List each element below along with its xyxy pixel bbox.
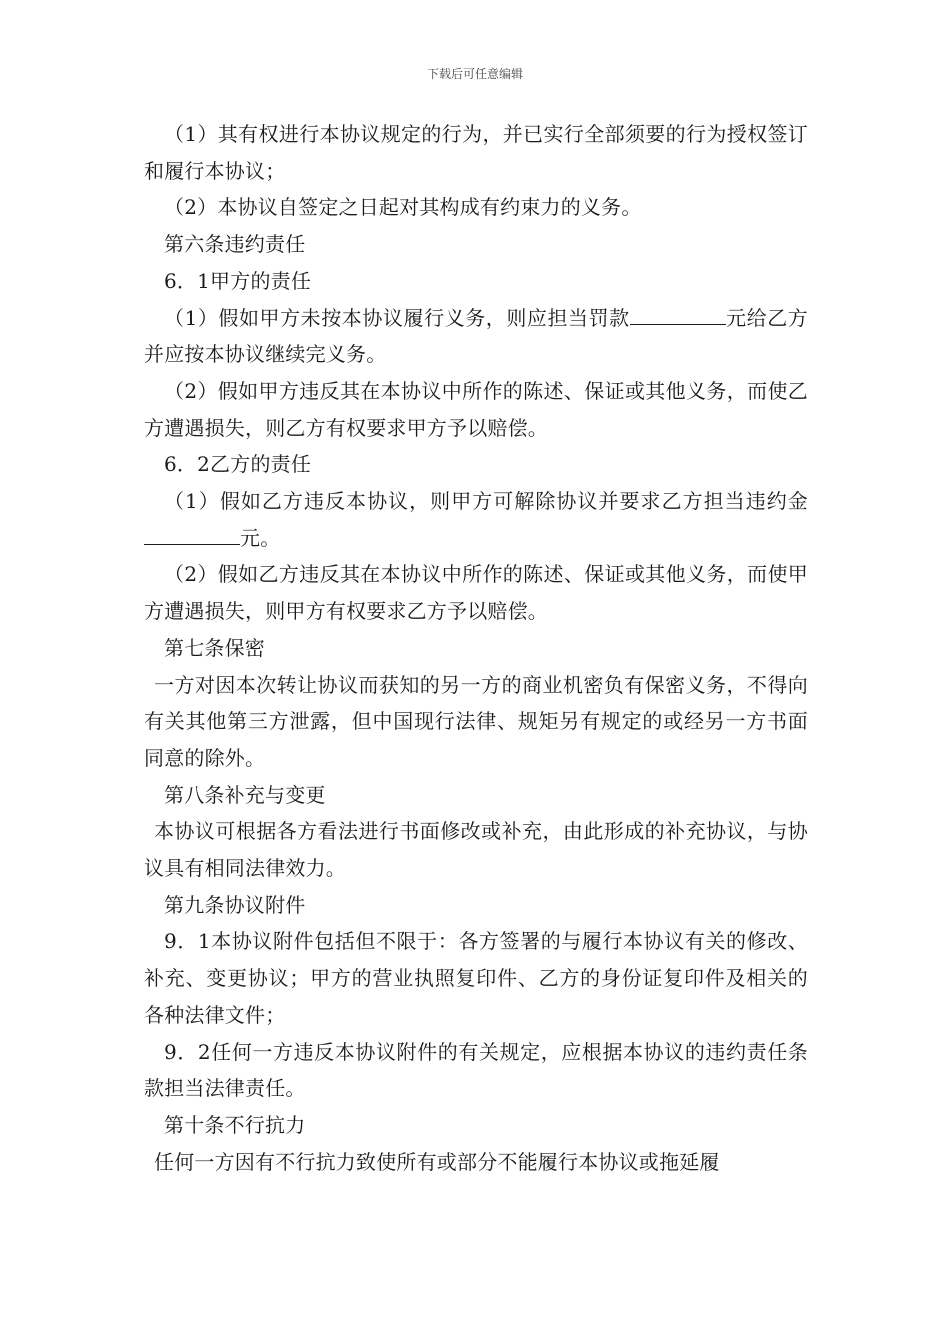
clause-6-1-item-1 (144, 300, 808, 373)
article-7-heading: 第七条保密 (164, 635, 265, 660)
clause-6-1-item-1-text-b: 元给乙方并应按本协议继续完义务。 (144, 305, 808, 367)
clause-9-1: 9．1本协议附件包括但不限于：各方签署的与履行本协议有关的修改、补充、变更协议；甲方的营业执照复印件、乙方的身份证复印件及相关的各种法律文件； (144, 929, 808, 1027)
article-9-heading: 第九条协议附件 (164, 892, 306, 917)
article-10-heading: 第十条不行抗力 (164, 1112, 306, 1137)
clause-5-item-1: （1）其有权进行本协议规定的行为，并已实行全部须要的行为授权签订和履行本协议； (144, 122, 808, 183)
article-8-body: 本协议可根据各方看法进行书面修改或补充，由此形成的补充协议，与协议具有相同法律效力。 (144, 819, 808, 881)
clause-6-2-item-2: （2）假如乙方违反其在本协议中所作的陈述、保证或其他义务，而使甲方遭遇损失，则甲方有权要求乙方予以赔偿。 (144, 562, 808, 624)
penalty-amount-blank (630, 306, 726, 325)
clause-6-2-heading: 6．2乙方的责任 (164, 452, 312, 477)
article-8-heading: 第八条补充与变更 (164, 782, 326, 807)
article-10-body: 任何一方因有不行抗力致使所有或部分不能履行本协议或拖延履 (154, 1149, 720, 1174)
document-body (144, 116, 808, 1180)
clause-9-2: 9．2任何一方违反本协议附件的有关规定，应根据本协议的违约责任条款担当法律责任。 (144, 1039, 808, 1101)
page-header: 下载后可任意编辑 (426, 67, 523, 81)
clause-6-2-item-1 (144, 483, 808, 556)
clause-6-1-item-2: （2）假如甲方违反其在本协议中所作的陈述、保证或其他义务，而使乙方遭遇损失，则乙方有权要求甲方予以赔偿。 (144, 378, 808, 440)
clause-5-item-2: （2）本协议自签定之日起对其构成有约束力的义务。 (164, 195, 642, 220)
liquidated-damages-blank (144, 526, 240, 545)
clause-6-1-heading: 6．1甲方的责任 (164, 268, 312, 293)
article-6-heading: 第六条违约责任 (164, 232, 306, 257)
clause-6-2-item-1-text-b: 元。 (240, 525, 281, 550)
article-7-body: 一方对因本次转让协议而获知的另一方的商业机密负有保密义务，不得向有关其他第三方泄露，但中国现行法律、规矩另有规定的或经另一方书面同意的除外。 (144, 672, 808, 770)
clause-6-2-item-1-text-a: （1）假如乙方违反本协议，则甲方可解除协议并要求乙方担当违约金 (164, 489, 808, 514)
clause-6-1-item-1-text-a: （1）假如甲方未按本协议履行义务，则应担当罚款 (164, 305, 630, 330)
